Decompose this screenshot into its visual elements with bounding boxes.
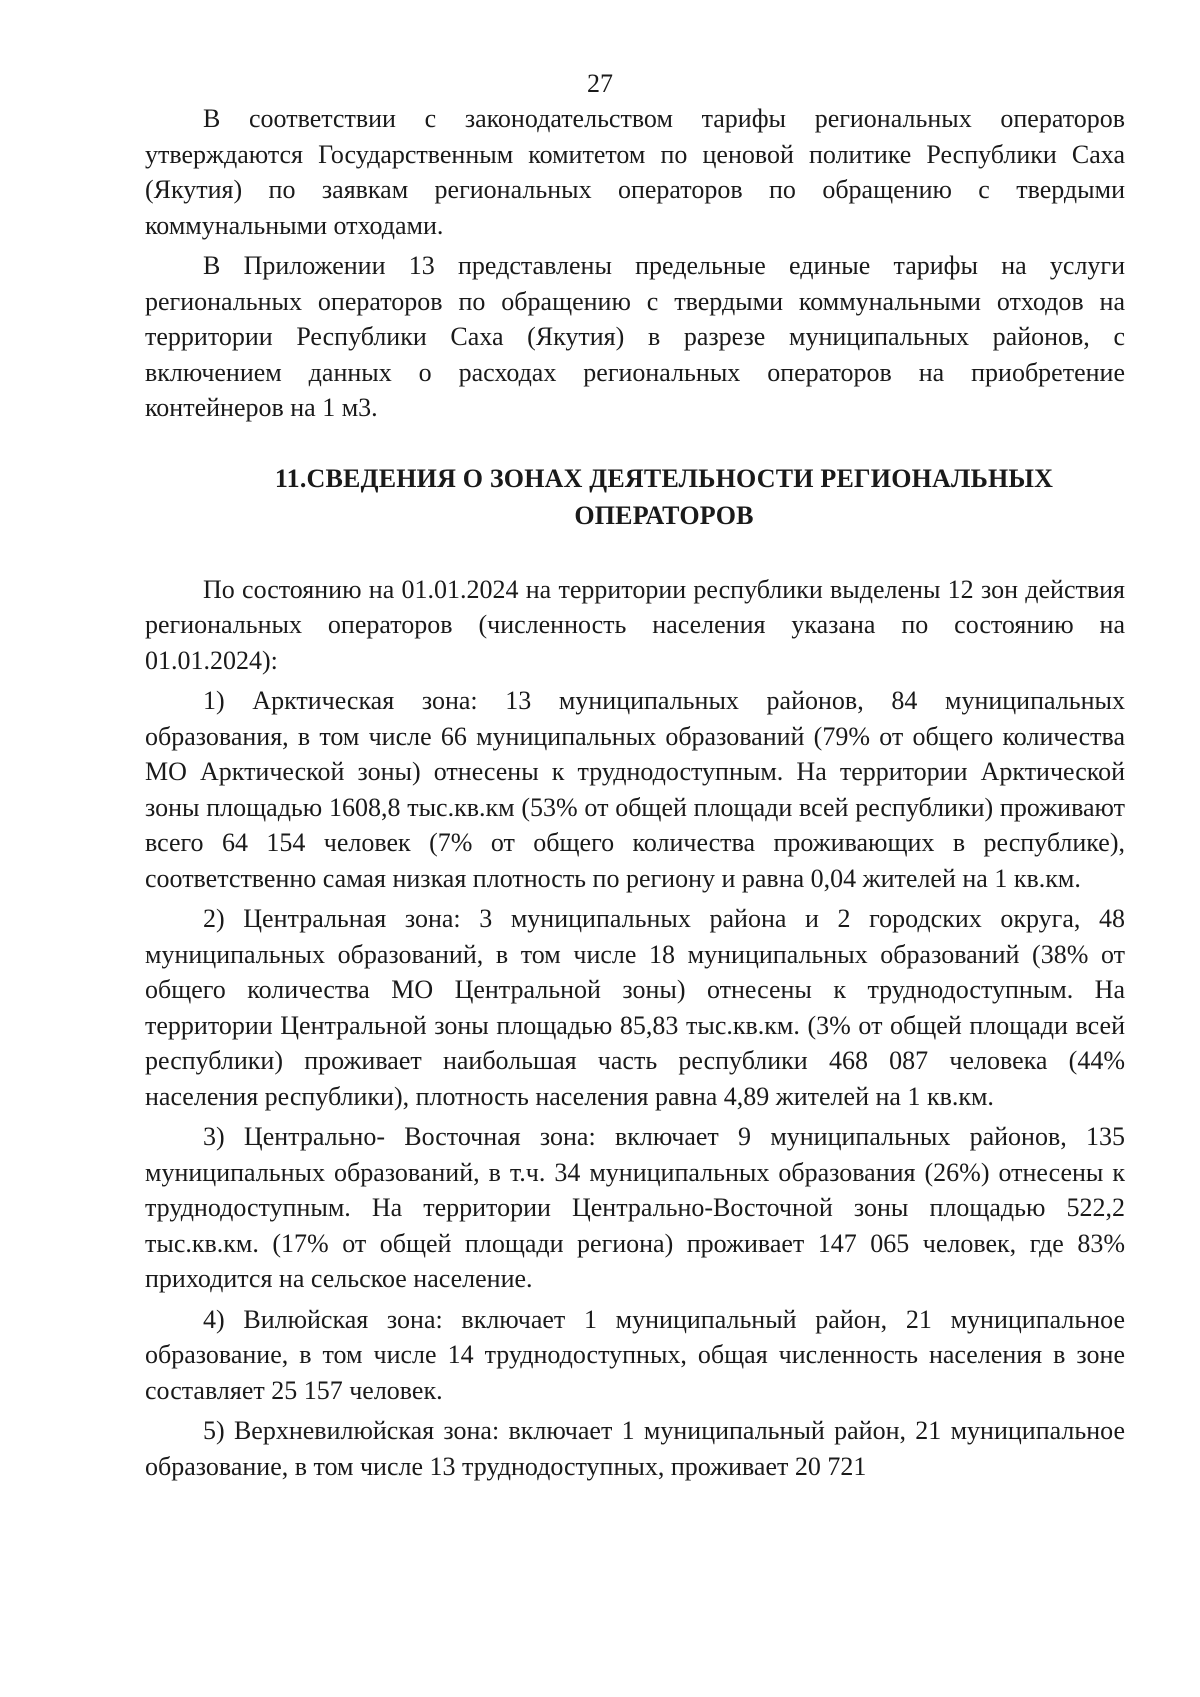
section-title: 11.СВЕДЕНИЯ О ЗОНАХ ДЕЯТЕЛЬНОСТИ РЕГИОНАЛЬНЫХ ОПЕРАТОРОВ	[274, 463, 1054, 530]
page-number: 27	[587, 69, 613, 98]
zone-item-arctic: 1) Арктическая зона: 13 муниципальных районов, 84 муниципальных образования, в том числе 66 муниципальных образований (79% от общего количества МО Арктической зоны) отнесены к труднодоступным. На территории Арктической зоны площадью 1608,8 тыс.кв.км (53% от общей площади всей республики) проживают всего 64 154 человек (7% от общего количества проживающих в республике), соответственно самая низкая плотность по региону и равна 0,04 жителей на 1 кв.км.	[145, 686, 1125, 893]
intro-paragraph-tariffs: В соответствии с законодательством тарифы региональных операторов утверждаются Государственным комитетом по ценовой политике Республики Саха (Якутия) по заявкам региональных операторов по обращению с твердыми коммунальными отходами.	[145, 104, 1125, 240]
zone-item-vilyuy: 4) Вилюйская зона: включает 1 муниципальный район, 21 муниципальное образование, в том числе 14 труднодоступных, общая численность населения в зоне составляет 25 157 человек.	[145, 1304, 1125, 1405]
intro-paragraph-appendix: В Приложении 13 представлены предельные единые тарифы на услуги региональных операторов по обращению с твердыми коммунальными отходов на территории Республики Саха (Якутия) в разрезе муниципальных районов, с включением данных о расходах региональных операторов на приобретение контейнеров на 1 м3.	[145, 251, 1125, 422]
zone-item-upper-vilyuy: 5) Верхневилюйская зона: включает 1 муниципальный район, 21 муниципальное образование, в том числе 13 труднодоступных, проживает 20 721	[145, 1416, 1125, 1481]
zone-item-central-eastern: 3) Центрально- Восточная зона: включает 9 муниципальных районов, 135 муниципальных образований, в т.ч. 34 муниципальных образования (26%) отнесены к труднодоступным. На территории Центрально-Восточной зоны площадью 522,2 тыс.кв.км. (17% от общей площади региона) проживает 147 065 человек, где 83% приходится на сельское население.	[145, 1122, 1125, 1293]
page-content	[145, 101, 1125, 1489]
zone-item-central: 2) Центральная зона: 3 муниципальных района и 2 городских округа, 48 муниципальных образований, в том числе 18 муниципальных образований (38% от общего количества МО Центральной зоны) отнесены к труднодоступным. На территории Центральной зоны площадью 85,83 тыс.кв.км. (3% от общей площади всей республики) проживает наибольшая часть республики 468 087 человека (44% населения республики), плотность населения равна 4,89 жителей на 1 кв.км.	[145, 904, 1125, 1111]
section-intro-paragraph: По состоянию на 01.01.2024 на территории республики выделены 12 зон действия региональных операторов (численность населения указана по состоянию на 01.01.2024):	[145, 574, 1125, 675]
